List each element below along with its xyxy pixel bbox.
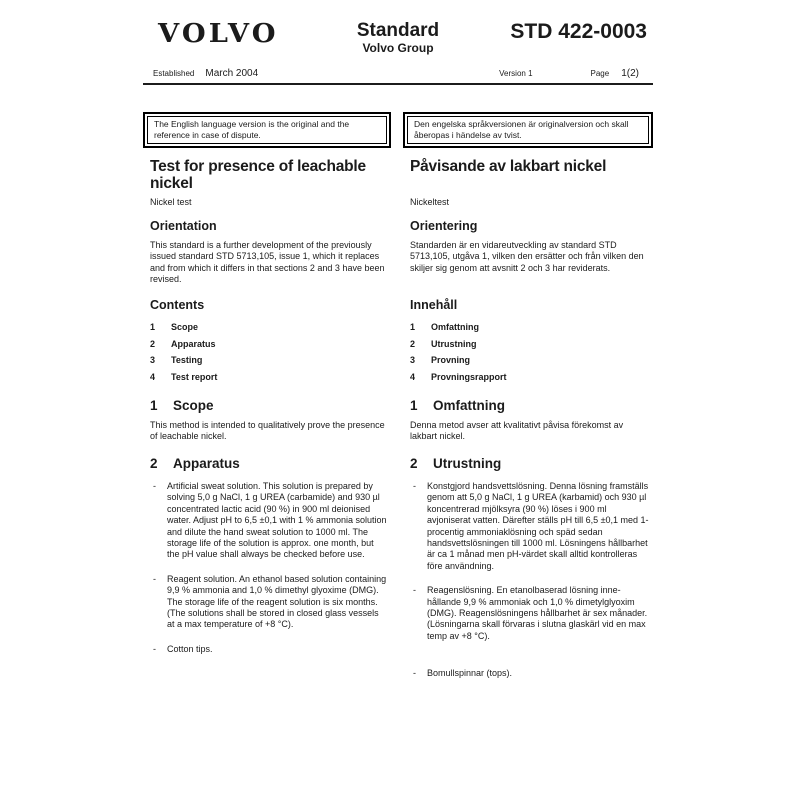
orientation-heading: Orientation <box>150 219 217 233</box>
list-item <box>410 668 649 679</box>
notice-text-swedish: Den engelska språkversionen är originalversion och skall åberopas i händelse av tvist. <box>407 116 649 144</box>
list-item-text: Konstgjord handsvettslösning. Denna lösning framställs genom att 5,0 g NaCl, 1 g UREA (karbamid) och 930 µl koncentrerad mjölksyra (90 %) löses i 900 ml avjoniserat vatten. Därefter ställs pH till 6,5 ±0,1 med 1-procentig ammoniaklösning och späd sedan handsvettslösningen till 1000 ml. Lösningens hållbarhet är ca 1 månad men pH-värdet skall alltid kontrolleras före användning. <box>427 481 649 571</box>
list-item <box>410 481 649 572</box>
volvo-logo: VOLVO <box>158 19 279 49</box>
dash-marker: - <box>413 481 416 491</box>
orientation-body-swedish: Standarden är en vidareutveckling av standard STD 5713,105, utgåva 1, vilken den ersätter och från vilken den skiljer sig genom att avsnitt 2 och 3 har reviderats. <box>410 240 644 273</box>
dash-marker: - <box>153 643 156 654</box>
notice-text-english: The English language version is the original and the reference in case of dispute. <box>147 116 387 144</box>
dash-marker: - <box>413 585 416 596</box>
contents-item-number: 4 <box>410 371 416 382</box>
contents-item-number: 2 <box>410 338 416 349</box>
section-number: 1 <box>150 398 158 413</box>
header-rule <box>143 83 653 85</box>
section-number: 2 <box>150 456 158 471</box>
doc-title-swedish: Påvisande av lakbart nickel <box>410 158 607 175</box>
section-title: Scope <box>173 398 214 413</box>
contents-item-label: Apparatus <box>171 338 216 349</box>
org-name: Volvo Group <box>362 41 434 55</box>
contents-item <box>150 336 387 353</box>
doc-subtitle-swedish: Nickeltest <box>410 197 450 207</box>
apparatus-list-english <box>150 481 387 655</box>
list-item-text: Bomullspinnar (tops). <box>427 668 513 679</box>
contents-item-number: 2 <box>150 338 156 349</box>
contents-item-number: 1 <box>410 322 416 332</box>
contents-item <box>410 369 649 386</box>
dash-marker: - <box>413 668 416 679</box>
list-item-text: Cotton tips. <box>167 643 213 654</box>
list-item <box>150 481 387 561</box>
contents-list-swedish <box>410 319 649 385</box>
doc-header-center <box>357 20 439 55</box>
contents-item <box>410 336 649 353</box>
list-item <box>150 574 387 631</box>
dash-marker: - <box>153 573 156 584</box>
contents-item <box>150 352 387 369</box>
doc-title-english: Test for presence of leachable nickel <box>150 158 366 192</box>
contents-item-number: 3 <box>150 355 156 365</box>
apparatus-list-swedish <box>410 481 649 680</box>
contents-list-english <box>150 319 387 385</box>
section-number: 1 <box>410 398 418 413</box>
page-label: Page <box>590 69 610 78</box>
doc-type-title: Standard <box>356 20 440 41</box>
established-label: Established <box>153 69 195 78</box>
section-number: 2 <box>410 456 418 471</box>
notice-box-swedish <box>403 112 653 148</box>
contents-item-number: 4 <box>150 371 156 382</box>
contents-item-label: Utrustning <box>431 338 477 349</box>
column-swedish-content <box>403 158 653 680</box>
section-2-heading-swedish <box>410 456 649 471</box>
contents-item <box>150 369 387 386</box>
contents-item-number: 3 <box>410 355 416 365</box>
doc-number: STD 422-0003 <box>510 20 647 43</box>
contents-item <box>150 319 387 336</box>
list-item-text: Reagenslösning. En etanolbaserad lösning innehållande 9,9 % ammoniak och 1,0 % dimetylglyoxim (DMG). Reagenslösningens hållbarhet är sex månader. (Lösningarna skall förvaras i slutna glaskärl vid en max temp av +8 °C). <box>427 585 648 641</box>
orientation-body-english: This standard is a further development of the previously issued standard STD 5713,105, issue 1, which it replaces and from which it differs in that sections 2 and 3 have been revised. <box>150 240 385 285</box>
contents-item <box>410 352 649 369</box>
section-1-heading-swedish <box>410 398 649 413</box>
contents-item-label: Omfattning <box>431 322 479 332</box>
dash-marker: - <box>153 481 156 491</box>
contents-item <box>410 319 649 336</box>
column-english-content <box>143 158 391 655</box>
notice-box-english <box>143 112 391 148</box>
doc-header <box>143 20 653 55</box>
column-swedish <box>403 112 653 680</box>
list-item <box>150 644 387 655</box>
contents-heading-swedish: Innehåll <box>410 298 458 312</box>
section-title: Utrustning <box>433 456 502 471</box>
column-english <box>143 112 391 680</box>
contents-item-label: Provning <box>431 355 471 365</box>
version-label: Version 1 <box>499 69 533 78</box>
contents-item-label: Provningsrapport <box>431 371 507 382</box>
two-column-body <box>143 112 653 680</box>
doc-subtitle-english: Nickel test <box>150 197 192 207</box>
contents-item-label: Test report <box>171 371 218 382</box>
contents-heading: Contents <box>150 298 205 312</box>
section-title: Apparatus <box>173 456 240 471</box>
section-1-body-english: This method is intended to qualitatively prove the presence of leachable nickel. <box>150 420 385 442</box>
section-1-heading-english <box>150 398 387 413</box>
contents-item-number: 1 <box>150 322 156 332</box>
section-title: Omfattning <box>433 398 505 413</box>
section-2-heading-english <box>150 456 387 471</box>
section-1-body-swedish: Denna metod avser att kvalitativt påvisa förekomst av lakbart nickel. <box>410 420 624 442</box>
page-number: 1(2) <box>621 68 639 79</box>
list-item-text: Artificial sweat solution. This solution is prepared by solving 5,0 g NaCl, 1 g UREA (carbamide) and 930 µl concentrated lactic acid (90 %) in 900 ml deionised water. Adjust pH to 6,5 ±0,1 with 1 % ammonia solution and dilute the hand sweat solution to 1000 ml. The storage life of the solution is approx. one month, but the pH value shall always be checked before use. <box>167 481 387 560</box>
established-date: March 2004 <box>205 68 259 79</box>
contents-item-label: Scope <box>171 322 199 332</box>
document-page <box>143 20 653 680</box>
list-item <box>410 585 649 642</box>
list-item-text: Reagent solution. An ethanol based solution containing 9,9 % ammonia and 1,0 % dimethyl glyoxime (DMG). The storage life of the reagent solution is six months. (The solutions shall be stored in closed glass vessels at a max temperature of +8 °C). <box>167 573 387 630</box>
contents-item-label: Testing <box>171 355 203 365</box>
orientation-heading-swedish: Orientering <box>410 219 478 233</box>
meta-row <box>143 68 653 79</box>
